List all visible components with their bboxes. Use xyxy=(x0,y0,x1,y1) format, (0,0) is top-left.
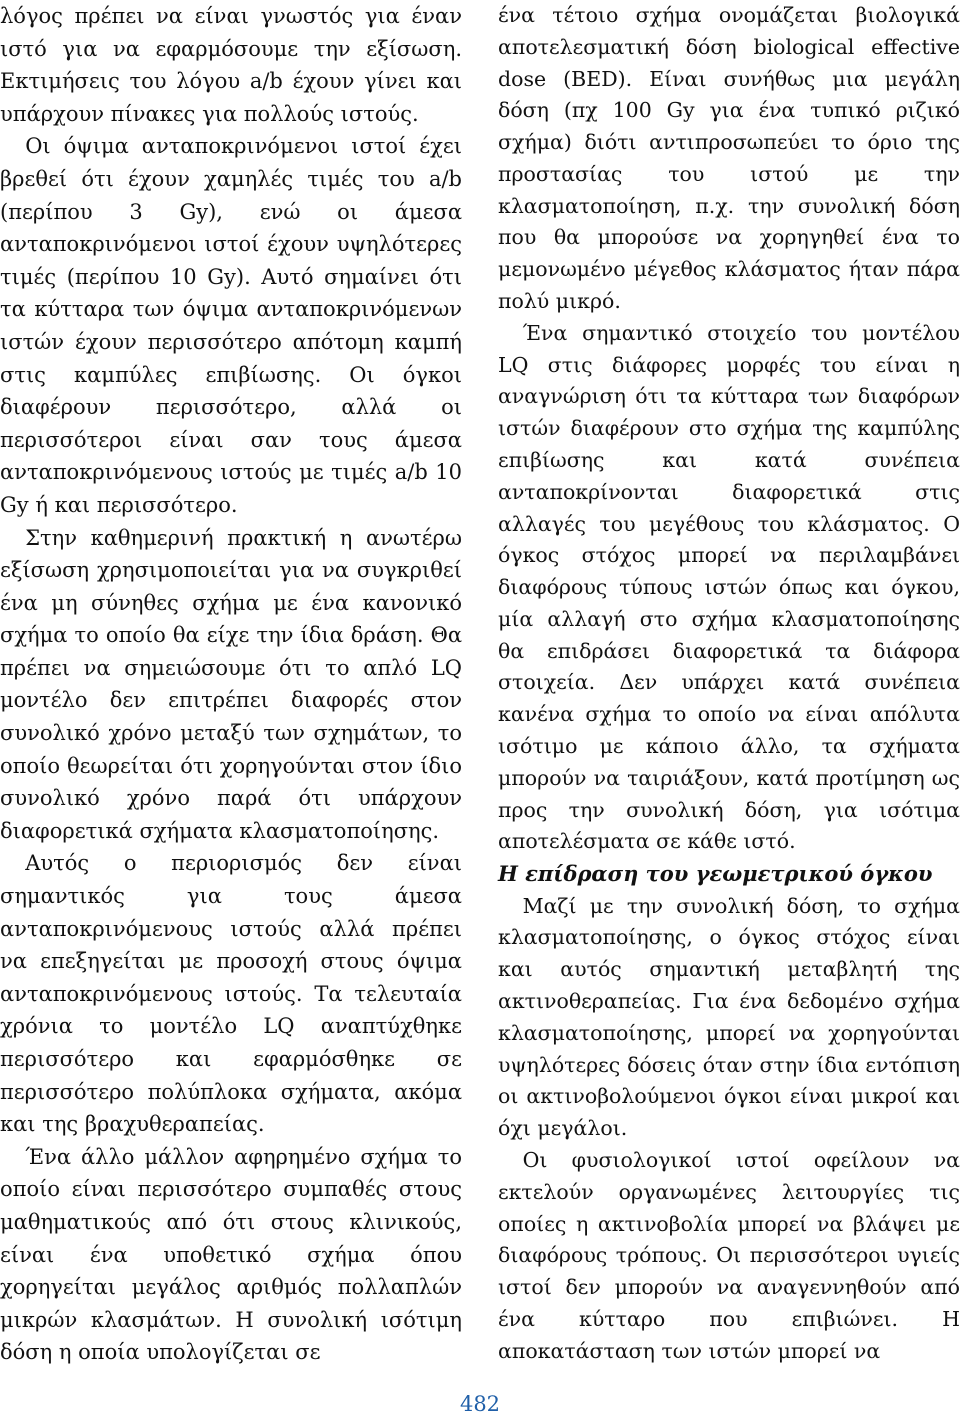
paragraph: Οι φυσιολογικοί ιστοί οφείλουν να εκτελούν οργανωμένες λειτουργίες τις οποίες η ακτινοβολία μπορεί να βλάψει με διαφόρους τρόπους. Οι περισσότεροι υγιείς ιστοί δεν μπορούν να αναγεννηθούν από ένα κύτταρο που επιβιώνει. Η αποκατάσταση των ιστών μπορεί να xyxy=(498,1147,960,1363)
paragraph: Στην καθημερινή πρακτική η ανωτέρω εξίσωση χρησιμοποιείται για να συγκριθεί ένα μη σύνηθες σχήμα με ένα κανονικό σχήμα το οποίο θα είχε την ίδια δράση. Θα πρέπει να σημειώσουμε ότι το απλό LQ μοντέλο δεν επιτρέπει διαφορές στον συνολικό χρόνο μεταξύ των σχημάτων, το οποίο θεωρείται ότι χορηγούνται στον ίδιο συνολικό χρόνο παρά ότι υπάρχουν διαφορετικά σχήματα κλασματοποίησης. xyxy=(0,525,462,843)
paragraph: Οι όψιμα ανταποκρινόμενοι ιστοί έχει βρεθεί ότι έχουν χαμηλές τιμές του a/b (περίπου 3 Gy), ενώ οι άμεσα ανταποκρινόμενοι ιστοί έχουν υψηλότερες τιμές (περίπου 10 Gy). Αυτό σημαίνει ότι τα κύτταρα των όψιμα ανταποκρινόμενων ιστών έχουν περισσότερο απότομη καμπή στις καμπύλες επιβίωσης. Οι όγκοι διαφέρουν περισσότερο, αλλά οι περισσότεροι είναι σαν τους άμεσα ανταποκρινόμενους ιστούς με τιμές a/b 10 Gy ή και περισσότερο. xyxy=(0,134,462,517)
left-column xyxy=(0,0,462,1369)
paragraph: λόγος πρέπει να είναι γνωστός για έναν ιστό για να εφαρμόσουμε την εξίσωση. Εκτιμήσεις του λόγου a/b έχουν γίνει και υπάρχουν πίνακες για πολλούς ιστούς. xyxy=(0,4,462,126)
paragraph: Αυτός ο περιορισμός δεν είναι σημαντικός για τους άμεσα ανταποκρινόμενους ιστούς αλλά πρέπει να επεξηγείται με προσοχή στους όψιμα ανταποκρινόμενους ιστούς. Τα τελευταία χρόνια το μοντέλο LQ αναπτύχθηκε περισσότερο και εφαρμόσθηκε σε περισσότερο πολύπλοκα σχήματα, ακόμα και της βραχυθεραπείας. xyxy=(0,851,462,1137)
page-number: 482 xyxy=(459,1392,501,1416)
section-heading: Η επίδραση του γεωμετρικού όγκου xyxy=(498,861,933,887)
paragraph: Μαζί με την συνολική δόση, το σχήμα κλασματοποίησης, ο όγκος στόχος είναι και αυτός σημαντική μεταβλητή της ακτινοθεραπείας. Για ένα δεδομένο σχήμα κλασματοποίησης, μπορεί να χορηγούνται υψηλότερες δόσεις όταν στην ίδια εντόπιση οι ακτινοβολούμενοι όγκοι είναι μικροί και όχι μεγάλοι. xyxy=(498,893,960,1141)
right-column xyxy=(498,0,960,1367)
paragraph: Ένα σημαντικό στοιχείο του μοντέλου LQ στις διάφορες μορφές του είναι η αναγνώριση ότι τα κύτταρα των διαφόρων ιστών διαφέρουν στο σχήμα της καμπύλης επιβίωσης και κατά συνέπεια ανταποκρίνονται διαφορετικά στις αλλαγές του μεγέθους του κλάσματος. Ο όγκος στόχος μπορεί να περιλαμβάνει διαφόρους τύπους ιστών όπως και όγκου, μία αλλαγή στο σχήμα κλασματοποίησης θα επιδράσει διαφορετικά τα διάφορα στοιχεία. Δεν υπάρχει κατά συνέπεια κανένα σχήμα το οποίο να είναι απόλυτα ισότιμο με κάποιο άλλο, τα σχήματα μπορούν να ταιριάξουν, κατά προτίμηση ως προς την συνολική δόση, για ισότιμα αποτελέσματα σε κάθε ιστό. xyxy=(498,320,960,854)
paragraph: Ένα άλλο μάλλον αφηρημένο σχήμα το οποίο είναι περισσότερο συμπαθές στους μαθηματικούς από ότι στους κλινικούς, είναι ένα υποθετικό σχήμα όπου χορηγείται μεγάλος αριθμός πολλαπλών μικρών κλασμάτων. Η συνολική ισότιμη δόση η οποία υπολογίζεται σε xyxy=(0,1144,462,1365)
paragraph: ένα τέτοιο σχήμα ονομάζεται βιολογικά αποτελεσματική δόση biological effective dose (BED). Είναι συνήθως μια μεγάλη δόση (πχ 100 Gy για ένα τυπικό ριζικό σχήμα) διότι αντιπροσωπεύει το όριο της προστασίας του ιστού με την κλασματοποίηση, π.χ. την συνολική δόση που θα μπορούσε να χορηγηθεί ένα το μεμονωμένο μέγεθος κλάσματος ήταν πάρα πολύ μικρό. xyxy=(498,3,960,314)
